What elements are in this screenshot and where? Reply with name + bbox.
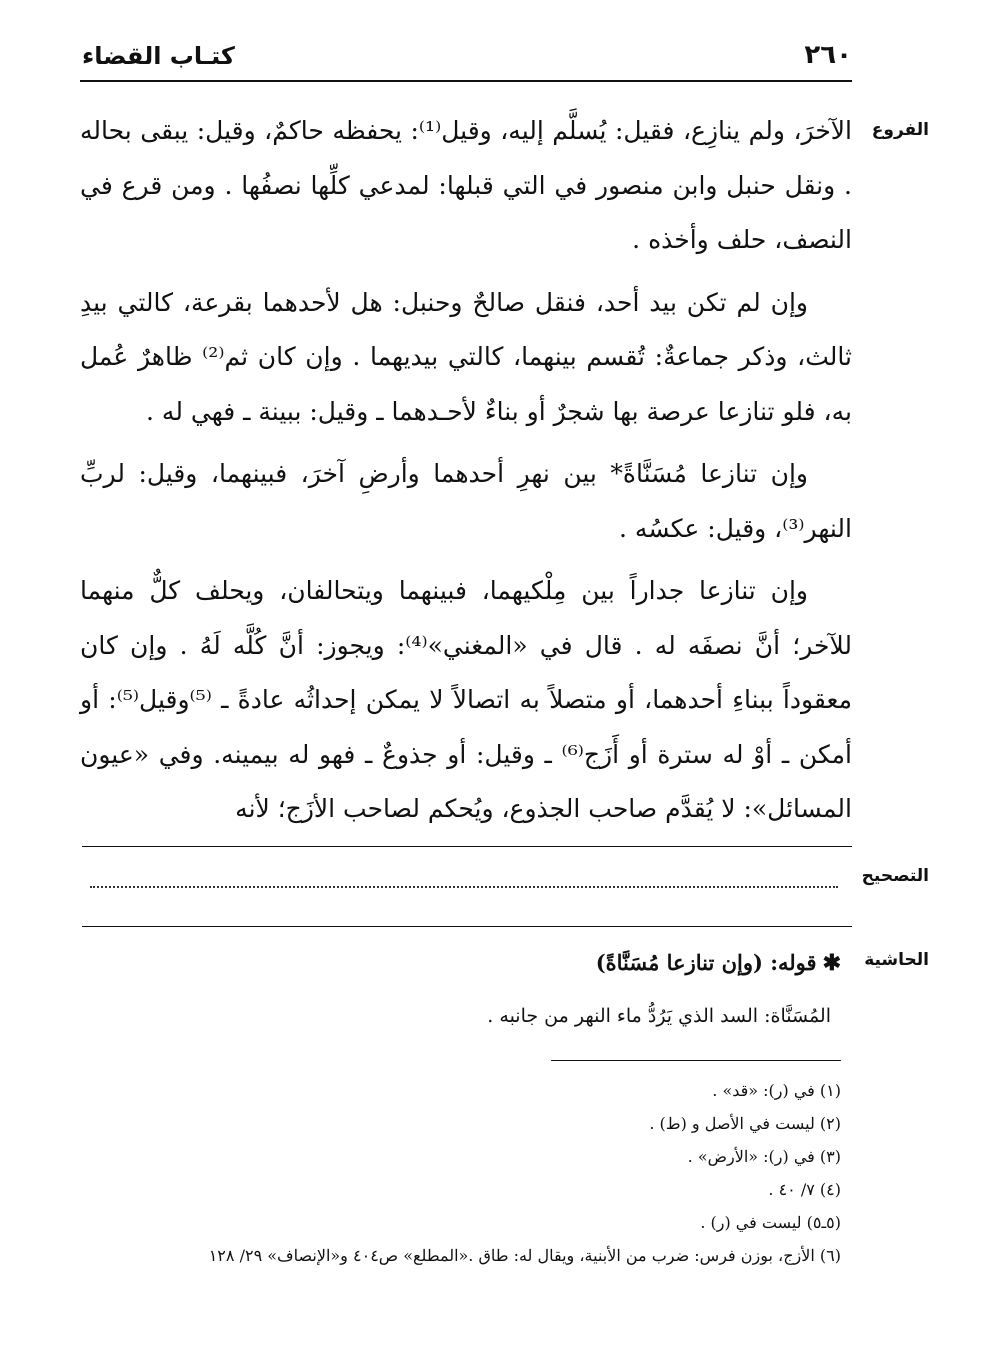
footnote-rule (551, 1060, 841, 1061)
footnotes (100, 1074, 841, 1272)
hashiya-label: الحاشية (864, 950, 929, 970)
asterisk-icon: ✱ (822, 950, 841, 976)
footnote-5: (٥ـ٥) ليست في (ر) . (700, 1213, 841, 1232)
footnote-2: (٢) ليست في الأصل و (ط) . (649, 1114, 841, 1133)
hashiya-body: المُسَنَّاة: السد الذي يَرُدُّ ماء النهر من جانبه . (487, 1005, 831, 1027)
paragraph-3: وإن تنازعا مُسَنَّاةً* بين نهرِ أحدهما وأرضِ آخرَ، فبينهما، وقيل: لربِّ النهر⁽³⁾، وقيل: عكسُه . (80, 459, 852, 543)
running-title: كتـاب القضاء (82, 42, 235, 70)
footnote-3: (٣) في (ر): «الأرض» . (687, 1147, 841, 1166)
main-text (80, 104, 852, 845)
tashih-dotted-line (90, 868, 838, 888)
hashiya-heading-text: قوله: (وإن تنازعا مُسَنَّاةً) (595, 950, 817, 975)
paragraph-1: الآخرَ، ولم ينازِع، فقيل: يُسلَّم إليه، وقيل⁽¹⁾: يحفظه حاكمٌ، وقيل: يبقى بحاله . ونقل حنبل وابن منصور في التي قبلها: لمدعي كلِّها نصفُها . ومن قرع في النصف، حلف وأخذه . (80, 116, 852, 254)
footnote-1: (١) في (ر): «قد» . (712, 1081, 841, 1100)
header-rule (80, 80, 852, 82)
tashih-label: التصحيح (861, 866, 929, 886)
footnote-4: (٤) ٧/ ٤٠ . (768, 1180, 841, 1199)
section-rule-bottom (82, 926, 852, 927)
paragraph-4: وإن تنازعا جداراً بين مِلْكيهما، فبينهما ويتحالفان، ويحلف كلٌّ منهما للآخر؛ أنَّ نصفَه له . قال في «المغني»⁽⁴⁾: ويجوز: أنَّ كُلَّه لَهُ . وإن كان معقوداً ببناءِ أحدهما، أو متصلاً به اتصالاً لا يمكن إحداثُه عادةً ـ ⁽⁵⁾وقيل⁽⁵⁾: أو أمكن ـ أوْ له سترة أو أَزَج⁽⁶⁾ ـ وقيل: أو جذوعٌ ـ فهو له بيمينه. وفي «عيون المسائل»: لا يُقدَّم صاحب الجذوع، ويُحكم لصاحب الأزَج؛ لأنه (80, 576, 853, 823)
section-rule-top (82, 846, 852, 847)
hashiya-heading (596, 950, 841, 976)
paragraph-2: وإن لم تكن بيد أحد، فنقل صالحٌ وحنبل: هل لأحدهما بقرعة، كالتي بيدِ ثالث، وذكر جماعةٌ: تُقسم بينهما، كالتي بيديهما . وإن كان ثم⁽²⁾ ظاهرٌ عُمل به، فلو تنازعا عرصة بها شجرٌ أو بناءٌ لأحـدهما ـ وقيل: ببينة ـ فهي له . (80, 287, 852, 426)
page-number: ٢٦٠ (804, 40, 852, 70)
page-header (82, 40, 852, 80)
footnote-6: (٦) الأزج، بوزن فرس: ضرب من الأبنية، ويقال له: طاق .«المطلع» ص٤٠٤ و«الإنصاف» ٢٩/ ١٢٨ (208, 1246, 841, 1265)
furu-label: الفروع (871, 120, 929, 140)
